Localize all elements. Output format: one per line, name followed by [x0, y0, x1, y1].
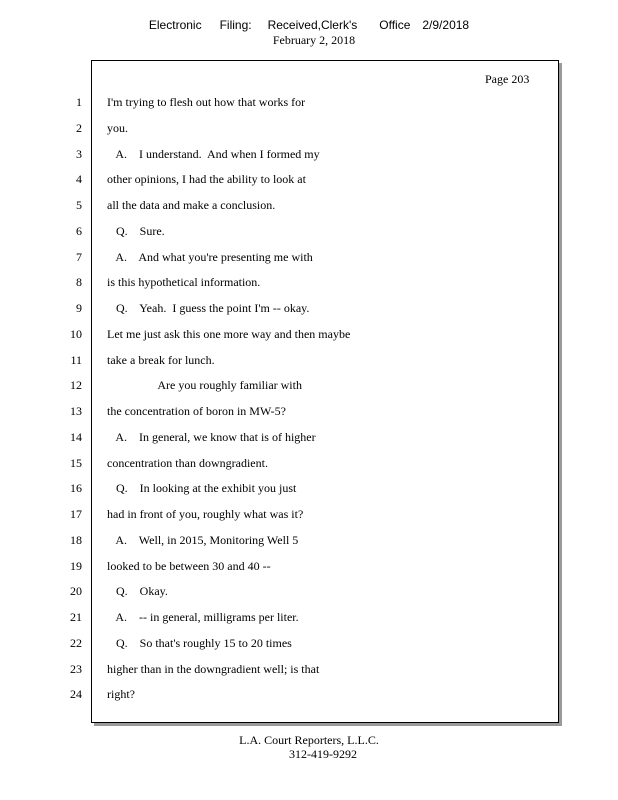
line-number: 1	[76, 95, 82, 109]
line-text: A. I understand. And when I formed my	[107, 147, 320, 161]
line-number: 15	[70, 456, 82, 470]
line-number: 8	[76, 275, 82, 289]
footer	[0, 733, 618, 761]
line-number: 12	[70, 378, 82, 392]
header-office: Office	[379, 18, 411, 32]
line-number: 13	[70, 404, 82, 418]
line-number: 23	[70, 662, 82, 676]
line-text: concentration than downgradient.	[107, 456, 268, 470]
line-number: 19	[70, 559, 82, 573]
line-number: 18	[70, 533, 82, 547]
line-number: 11	[70, 353, 82, 367]
line-text: Q. Sure.	[107, 224, 165, 238]
line-text: Let me just ask this one more way and then maybe	[107, 327, 351, 341]
line-number: 10	[70, 327, 82, 341]
line-number: 20	[70, 584, 82, 598]
line-text: I'm trying to flesh out how that works for	[107, 95, 306, 109]
header-date: 2/9/2018	[422, 18, 470, 32]
line-text: A. -- in general, milligrams per liter.	[107, 610, 299, 624]
line-number: 22	[70, 636, 82, 650]
line-number: 16	[70, 481, 82, 495]
line-number: 4	[76, 172, 82, 186]
line-number: 21	[70, 610, 82, 624]
line-text: Q. Yeah. I guess the point I'm -- okay.	[107, 301, 310, 315]
footer-company: L.A. Court Reporters, L.L.C.	[239, 733, 379, 747]
line-text: other opinions, I had the ability to look at	[107, 172, 306, 186]
line-number: 5	[76, 198, 82, 212]
line-text: you.	[107, 121, 128, 135]
line-text: is this hypothetical information.	[107, 275, 261, 289]
line-text: Q. So that's roughly 15 to 20 times	[107, 636, 292, 650]
line-text: right?	[107, 687, 135, 701]
line-text: A. And what you're presenting me with	[107, 250, 313, 264]
line-number: 2	[76, 121, 82, 135]
line-number: 3	[76, 147, 82, 161]
line-text: Q. Okay.	[107, 584, 168, 598]
line-text: Q. In looking at the exhibit you just	[107, 481, 297, 495]
line-number: 17	[70, 507, 82, 521]
line-text: looked to be between 30 and 40 --	[107, 559, 271, 573]
line-text: Are you roughly familiar with	[107, 378, 302, 392]
line-number: 14	[70, 430, 82, 444]
line-text: A. In general, we know that is of higher	[107, 430, 316, 444]
line-text: A. Well, in 2015, Monitoring Well 5	[107, 533, 299, 547]
page-number: Page 203	[485, 72, 530, 86]
line-text: had in front of you, roughly what was it?	[107, 507, 304, 521]
header-received: Received,Clerk's	[267, 18, 358, 32]
line-number: 9	[76, 301, 82, 315]
header-filing: Filing:	[219, 18, 252, 32]
footer-phone: 312-419-9292	[289, 747, 357, 761]
line-number: 24	[70, 687, 82, 701]
header-electronic: Electronic	[148, 18, 202, 32]
line-number: 6	[76, 224, 82, 238]
header-subdate: February 2, 2018	[272, 33, 356, 47]
filing-header	[0, 18, 618, 47]
line-number: 7	[76, 250, 82, 264]
line-text: higher than in the downgradient well; is that	[107, 662, 320, 676]
line-text: all the data and make a conclusion.	[107, 198, 276, 212]
line-text: the concentration of boron in MW-5?	[107, 404, 286, 418]
line-text: take a break for lunch.	[107, 353, 215, 367]
